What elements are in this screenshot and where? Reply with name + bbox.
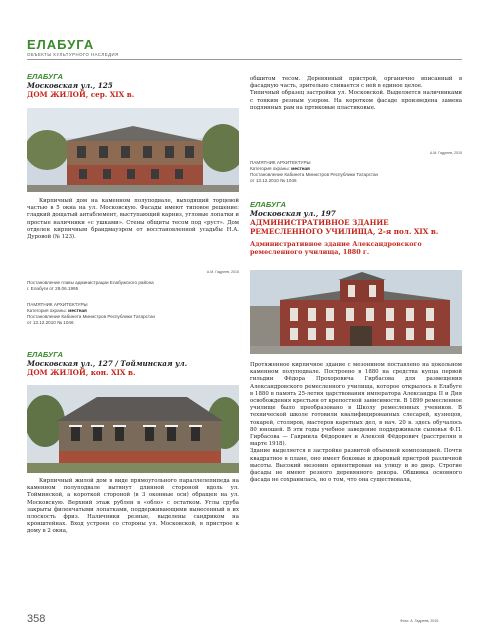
entry3-title: АДМИНИСТРАТИВНОЕ ЗДАНИЕ РЕМЕСЛЕННОГО УЧИЛИЩА, 2-я пол. XIX в. — [250, 218, 439, 236]
entry2-photo-credit: А.М. Гадреев, 2015 — [429, 151, 462, 155]
entry2-text — [27, 478, 239, 536]
entry2-paragraph: Кирпичный жилой дом в виде прямоугольного параллелепипеда на каменном полуподвале вытянут длинной стороной вдоль ул. Тойминской, а короткой стороной (в 3 оконные оси) обращен на ул. Московскую. Верхний этаж рублен в «обло» с остатком. Углы сруба закрыты филенчатыми лопатками, поддерживающими вынесенный в их плоскость фриз. Наличники резные, выделены сандриком на кронштейнах. Вход устроен со стороны ул. Московской, в пристрое к дому в 2 окна, — [27, 478, 239, 535]
page-number: 358 — [27, 613, 46, 625]
footer-photo-credit: Фото: А. Гадреев, 2015 — [400, 619, 439, 623]
entry2-photo — [27, 385, 239, 473]
section-title: ЕЛАБУГА — [27, 37, 95, 52]
entry1-decree2: Постановление Кабинета Министров Республики Татарстан от 13.12.2010 № 1046 — [27, 314, 156, 325]
section-subtitle: ОБЪЕКТЫ КУЛЬТУРНОГО НАСЛЕДИЯ — [27, 52, 119, 57]
entry2-address: Московская ул., 127 / Тойминская ул. — [27, 359, 188, 368]
entry2-monument-label: ПАМЯТНИК АРХИТЕКТУРЫ — [250, 160, 311, 165]
entry1-heading — [27, 72, 239, 99]
entry2-title: ДОМ ЖИЛОЙ, кон. XIX в. — [27, 368, 136, 377]
entry3-heading — [250, 200, 462, 256]
entry1-monument-label: ПАМЯТНИК АРХИТЕКТУРЫ — [27, 302, 88, 307]
entry1-photo-credit: А.М. Гадреев, 2015 — [206, 270, 239, 274]
entry2-decree: Постановление Кабинета Министров Республики Татарстан от 13.12.2010 № 1046 — [250, 172, 379, 183]
entry2-protection — [250, 160, 462, 184]
entry2-heading — [27, 350, 239, 377]
entry1-address: Московская ул., 125 — [27, 81, 113, 90]
entry1-photo — [27, 108, 239, 192]
entry3-photo — [250, 270, 462, 354]
entry1-text — [27, 198, 239, 241]
entry3-city: ЕЛАБУГА — [250, 200, 286, 209]
entry2-city: ЕЛАБУГА — [27, 350, 63, 359]
entry1-city: ЕЛАБУГА — [27, 72, 63, 81]
entry1-protection — [27, 302, 239, 326]
entry2-cont-text: обшитом тесом. Деревянный пристрой, органично вписанный в фасадную часть, зрительно сливается с ней в единое целое. Типичный образец застройки ул. Московской. Выделяется наличниками с тонким резным узором. На коротком фасаде произведена замена подлинных рам на пртиковые пластиковые. — [250, 76, 462, 111]
entry1-title: ДОМ ЖИЛОЙ, сер. XIX в. — [27, 90, 135, 99]
entry1-paragraph: Кирпичный дом на каменном полуподвале, выходящий торцевой частью в 5 окна на ул. Московскую. Фасады имеют типовое решение: гладкий дощатый антаблемент, выступающий карниз, угловые лопатки и простые наличники «с ушками». Стены общиты тесом под «руст». Дом отделен кирпичным брандмауэром от восстановленной усадьбы Н.А. Дуровой (№ 123). — [27, 198, 239, 241]
header-divider — [27, 59, 462, 60]
entry1-category: Категория охраны: местная — [27, 308, 87, 313]
entry3-address: Московская ул., 197 — [250, 209, 336, 218]
entry1-decree: Постановление главы администрации Елабужского района г. Елабуги от 29.06.1995 — [27, 280, 154, 291]
entry2-category: Категория охраны: местная — [250, 166, 310, 171]
entry3-subtitle: Административное здание Александровского ремесленного училища, 1880 г. — [250, 240, 422, 256]
entry3-text: Протяженное кирпичное здание с мезонином поставлено на цокольном каменном полуподвале. Построено в 1880 на средства купца первой гильдии Фёдора Прохоровича Гирбасова для размещения Александровского ремесленного училища, которое открылось в Елабуге в 1880 в память 25-летия царствования императора Александра II и Дня освобождения крестьян от крепостной зависимости. В 1899 ремесленное училище было преобразовано в Школу ремесленных учеников. В технической школе готовили квалифицированных слесарей, кузнецов, токарей, столяров, мастеров каретных дел, в нач. 20 в. здесь обучалось 80 юношей. В эти годы учебное заведение поддерживали сыновья Ф.П. Гирбасова — Гавриила Фёдорович и Алексей Фёдорович (расстрелян в марте 1918). Здание выделяется в застройке развитой объемной композицией. Почти квадратное в плане, оно имеет боковые и дворовый пристрой различной высоты. Высокий мезонин ориентирован на улицу и во двор. Строгие фасады не имеют резного деревянного декора. Обшивка основного фасада не сохранилась, но о том, что она существовала, — [250, 362, 462, 484]
